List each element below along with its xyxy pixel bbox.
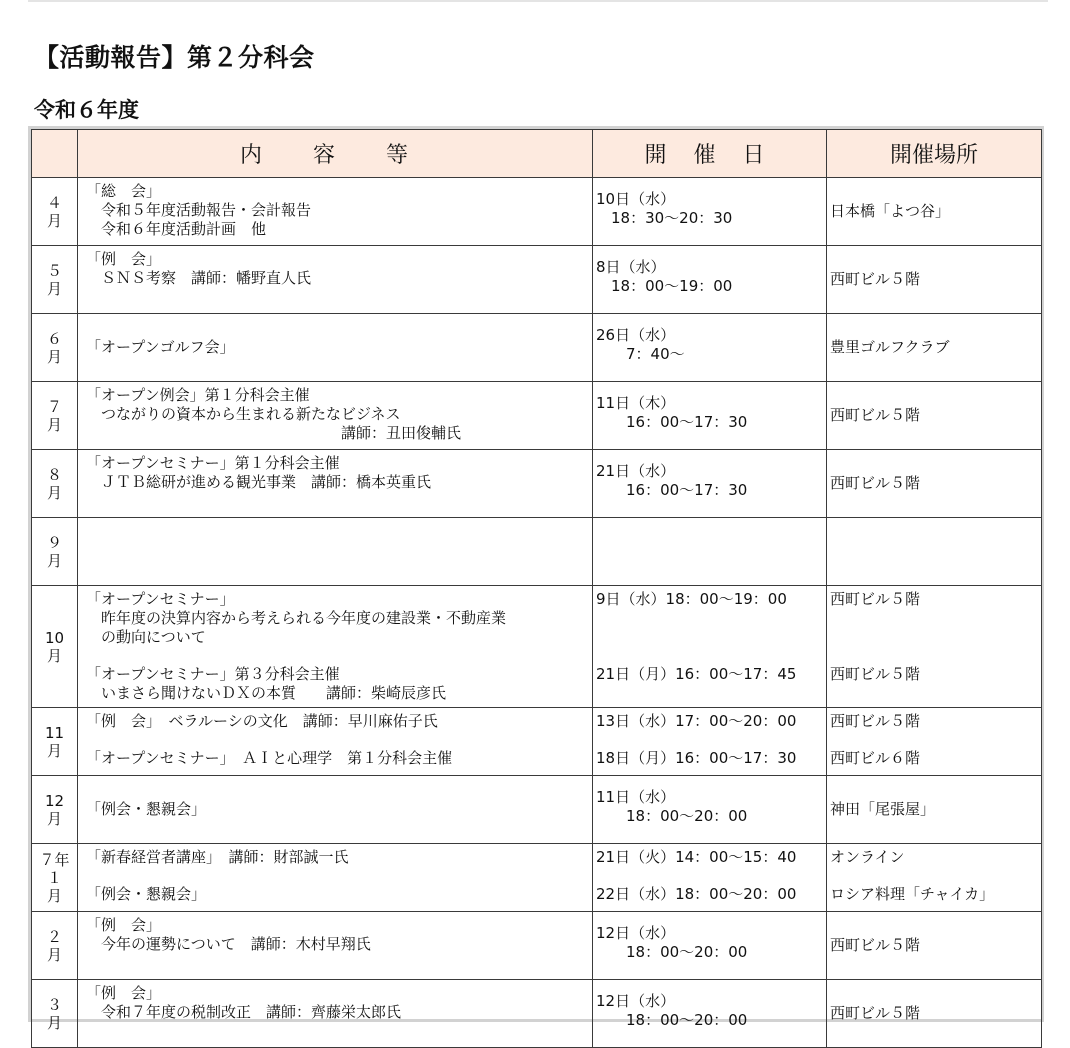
date-text: 18：00～20：00 [596,1011,748,1029]
month-cell [32,844,78,912]
content-cell [78,776,593,844]
table-row [32,980,1042,1048]
header-content: 内 容 等 [78,130,593,178]
content-text: 今年の運勢について 講師：木村早翔氏 [86,935,371,953]
spacer [86,731,592,749]
date-text: 26日（水） [596,326,676,344]
place-text: ロシア料理「チャイカ」 [830,885,995,903]
table-row [32,178,1042,246]
content-text: 「例会・懇親会」 [86,800,207,818]
date-text: 11日（水） [596,788,676,806]
month-label: ４ [46,193,62,212]
place-cell [827,708,1042,776]
month-cell [32,776,78,844]
spacer [830,609,1041,665]
month-label: ９ [46,533,62,552]
place-cell [827,314,1042,382]
date-cell [593,314,827,382]
place-cell [827,912,1042,980]
spacer [596,867,826,885]
month-label: 月 [46,415,62,434]
content-text: 「オープンセミナー」 [86,590,235,608]
table-row [32,246,1042,314]
month-label: 月 [46,809,62,828]
date-text: 12日（水） [596,924,676,942]
place-text: 西町ビル５階 [830,1004,921,1022]
place-text: 神田「尾張屋」 [830,800,936,818]
month-cell [32,518,78,586]
date-text: 8日（水） [596,258,666,276]
spacer [830,731,1041,749]
month-label: 月 [46,741,62,760]
month-cell [32,912,78,980]
content-text: 「オープンセミナー」第１分科会主催 [86,454,340,472]
content-cell [78,382,593,450]
date-cell [593,178,827,246]
content-text: 講師：丑田俊輔氏 [86,424,462,442]
content-text: 「例 会」 [86,250,162,268]
date-cell [593,708,827,776]
table-row [32,382,1042,450]
date-text: 18：00～20：00 [596,807,748,825]
month-cell [32,980,78,1048]
content-text: 「オープンセミナー」第３分科会主催 [86,665,340,683]
place-text: 西町ビル５階 [830,590,921,608]
date-text: 16：00～17：30 [596,413,748,431]
date-text: 21日（水） [596,462,676,480]
header-month [32,130,78,178]
content-cell [78,314,593,382]
content-text: 「オープンセミナー」 ＡＩと心理学 第１分科会主催 [86,749,453,767]
place-text: 西町ビル５階 [830,406,921,424]
month-cell [32,178,78,246]
content-cell [78,586,593,708]
place-cell [827,178,1042,246]
date-text: 21日（火）14：00～15：40 [596,848,797,866]
table-row [32,450,1042,518]
month-label: 月 [46,945,62,964]
content-cell [78,844,593,912]
month-label: 月 [46,886,62,905]
content-text: いまさら聞けないＤＸの本質 講師：柴崎辰彦氏 [86,684,447,702]
month-label: 11 [44,723,65,742]
date-cell [593,382,827,450]
date-text: 12日（水） [596,992,676,1010]
page-title: 【活動報告】第２分科会 [34,43,315,72]
month-label: ３ [46,995,62,1014]
content-text: の動向について [86,628,206,646]
place-text: オンライン [830,848,905,866]
content-text: つながりの資本から生まれる新たなビジネス [86,405,401,423]
content-text: ＳＮＳ考察 講師：幡野直人氏 [86,269,312,287]
content-text: 令和７年度の税制改正 講師：齊藤栄太郎氏 [86,1003,402,1021]
month-label: ７ [46,397,62,416]
month-label: ８ [46,465,62,484]
spacer [86,867,592,885]
month-cell [32,382,78,450]
month-label: 12 [44,791,65,810]
date-text: 18：30～20：30 [596,209,733,227]
month-label: 月 [46,646,62,665]
month-label: 月 [46,279,62,298]
month-label: 月 [46,483,62,502]
table-row [32,518,1042,586]
month-cell [32,586,78,708]
month-cell [32,708,78,776]
content-cell [78,450,593,518]
place-text: 西町ビル５階 [830,665,921,683]
month-label: ７年 [39,850,70,869]
place-text: 西町ビル５階 [830,936,921,954]
place-cell [827,844,1042,912]
date-text: 13日（水）17：00～20：00 [596,712,797,730]
month-label: 月 [46,211,62,230]
spacer [596,609,826,665]
content-text: 「総 会」 [86,182,162,200]
date-cell [593,912,827,980]
date-text: 21日（月）16：00～17：45 [596,665,797,683]
month-label: 10 [44,628,65,647]
place-text: 日本橋「よつ谷」 [830,202,951,220]
content-cell [78,980,593,1048]
month-label: １ [46,868,62,887]
date-cell [593,246,827,314]
content-text: ＪＴＢ総研が進める観光事業 講師：橋本英重氏 [86,473,432,491]
date-text: 10日（水） [596,190,676,208]
place-text: 西町ビル５階 [830,270,921,288]
date-text: 18日（月）16：00～17：30 [596,749,797,767]
month-cell [32,246,78,314]
content-text: 「新春経営者講座」 講師：財部誠一氏 [86,848,349,866]
place-cell [827,586,1042,708]
table-row [32,314,1042,382]
table-row [32,912,1042,980]
place-cell [827,776,1042,844]
date-cell [593,586,827,708]
place-cell [827,246,1042,314]
date-cell [593,980,827,1048]
content-cell [78,518,593,586]
month-cell [32,314,78,382]
activity-table [31,129,1042,1048]
table-row [32,844,1042,912]
place-text: 西町ビル５階 [830,474,921,492]
date-text: 16：00～17：30 [596,481,748,499]
date-cell [593,518,827,586]
fiscal-year-heading: 令和６年度 [34,98,139,122]
place-cell [827,382,1042,450]
place-cell [827,980,1042,1048]
date-cell [593,776,827,844]
place-text: 豊里ゴルフクラブ [830,338,950,356]
top-divider [28,0,1048,2]
date-text: 9日（水）18：00～19：00 [596,590,787,608]
place-text: 西町ビル５階 [830,712,921,730]
content-text: 令和６年度活動計画 他 [86,220,267,238]
content-cell [78,708,593,776]
header-place: 開催場所 [827,130,1042,178]
table-header-row [32,130,1042,178]
date-text: 18：00～19：00 [596,277,733,295]
date-cell [593,450,827,518]
date-text: 18：00～20：00 [596,943,748,961]
content-cell [78,246,593,314]
content-text: 「例 会」 ベラルーシの文化 講師：早川麻佑子氏 [86,712,438,730]
activity-table-frame [28,126,1044,1032]
table-row [32,708,1042,776]
spacer [596,731,826,749]
content-text: 昨年度の決算内容から考えられる今年度の建設業・不動産業 [86,609,507,627]
place-text: 西町ビル６階 [830,749,921,767]
month-label: 月 [46,551,62,570]
date-text: 22日（水）18：00～20：00 [596,885,797,903]
month-label: 月 [46,1013,62,1032]
content-text: 「例 会」 [86,916,162,934]
place-cell [827,450,1042,518]
spacer [86,647,592,665]
content-text: 「例 会」 [86,984,162,1002]
month-label: ２ [46,927,62,946]
month-label: ６ [46,329,62,348]
content-cell [78,178,593,246]
content-text: 「オープン例会」第１分科会主催 [86,386,310,404]
place-cell [827,518,1042,586]
date-cell [593,844,827,912]
date-text: 7：40～ [596,345,685,363]
content-text: 令和５年度活動報告・会計報告 [86,201,312,219]
content-cell [78,912,593,980]
table-row [32,776,1042,844]
month-cell [32,450,78,518]
content-text: 「例会・懇親会」 [86,885,207,903]
header-date: 開 催 日 [593,130,827,178]
table-row [32,586,1042,708]
spacer [830,867,1041,885]
month-label: 月 [46,347,62,366]
month-label: ５ [46,261,62,280]
date-text: 11日（木） [596,394,676,412]
content-text: 「オープンゴルフ会」 [86,338,235,356]
